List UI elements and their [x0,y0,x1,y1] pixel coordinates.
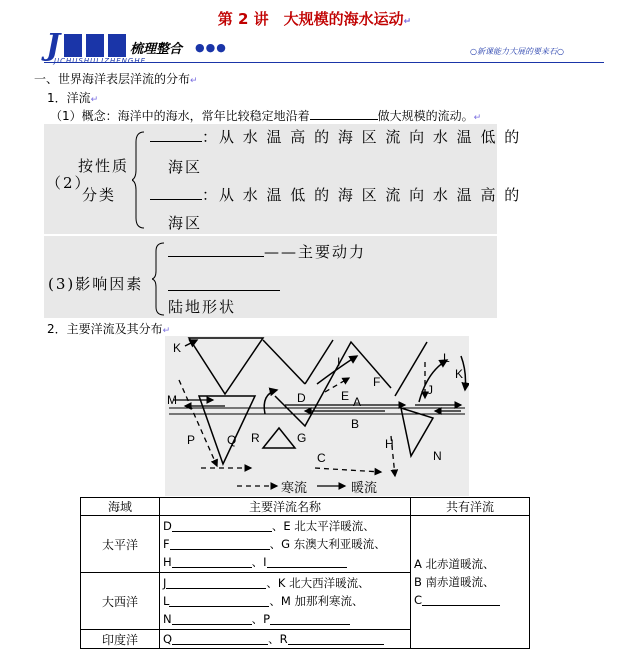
q2-line1: 按性质 [78,157,130,175]
current-label: H [385,437,394,451]
current-label: R [251,431,260,445]
shared-line: A 北赤道暖流、 [414,557,495,571]
landmass-shape [189,338,263,394]
current-label: K [173,341,182,355]
landmass-shape [401,408,433,456]
list-item: D 、E 北太平洋暖流、 [163,519,375,533]
banner-block [86,34,104,57]
brace-icon [132,130,146,230]
shared-line: C [414,591,526,609]
list-item: Q 、R [163,630,407,648]
pacific-currents [160,516,411,573]
current-label: N [433,449,442,463]
list-item: N 、P [163,610,407,628]
ocean-pacific: 太平洋 [81,516,160,573]
current-label: A [353,395,362,409]
list-item: J 、K 北大西洋暖流、 [163,576,370,590]
section1-heading: 一、世界海洋表层洋流的分布↵ [34,72,198,86]
banner-pinyin: JICHUSHULIZHENGHE [54,57,147,65]
atlantic-currents [160,573,411,630]
warm-current-definition: ：从 水 温 高 的 海 区 流 向 水 温 低 的 [150,126,521,147]
current-label: J [427,383,433,397]
current-label: D [297,391,306,405]
q3-label: (3)影响因素 [48,275,144,293]
main-force-line: ——主要动力 [168,241,366,262]
indian-currents [160,630,411,649]
current-label: E [341,389,350,403]
current-label: P [187,433,196,447]
concept-line: （1）概念：海洋中的海水，常年比较稳定地沿着 做大规模的流动。↵ [50,109,482,123]
cold-current-definition: ：从 水 温 低 的 海 区 流 向 水 温 高 的 [150,184,521,205]
list-item: L 、M 加那利寒流、 [163,594,364,608]
brace-icon [152,241,166,317]
q2-label: （2） [46,174,92,192]
ocean-indian: 印度洋 [81,630,160,649]
ocean-atlantic: 大西洋 [81,573,160,630]
landmass-shape [263,428,295,448]
current-label: I [337,355,341,369]
current-label: Q [227,433,237,447]
current-label: G [297,431,307,445]
current-map-svg [165,336,469,496]
q2-line2: 分类 [82,186,117,204]
banner-dots: ●●● [195,41,227,54]
current-label: L [443,351,450,365]
header-shared: 共有洋流 [411,498,530,516]
warm-current-cont: 海区 [168,158,203,176]
shared-currents [411,516,530,649]
current-label: B [351,417,360,431]
land-shape: 陆地形状 [168,298,237,316]
banner-motto: ○新课能力大展的要来石○ [470,47,564,56]
ocean-current-diagram [165,336,469,496]
list-item: H 、I [163,553,407,571]
current-label: K [455,367,464,381]
header-current-names: 主要洋流名称 [160,498,411,516]
page-title: 第 2 讲 大规模的海水运动↵ [217,10,412,28]
banner-block [108,34,126,57]
cold-current-cont: 海区 [168,214,203,232]
shared-line: B 南赤道暖流、 [414,575,495,589]
current-label: M [167,393,177,407]
legend-warm: 暖流 [351,480,378,495]
ocean-currents-table [80,497,530,649]
section2-heading: 2．主要洋流及其分布↵ [47,322,171,336]
banner-heading: 梳理整合 [130,42,183,57]
banner-block [64,34,82,57]
legend-cold: 寒流 [281,480,308,495]
current-label: F [373,375,381,389]
blank-line [168,290,280,291]
item1-heading: 1．洋流↵ [47,91,99,105]
header-ocean: 海域 [81,498,160,516]
list-item: F 、G 东澳大利亚暖流、 [163,537,386,551]
banner-rule [44,62,604,63]
banner-letter: J [46,28,61,63]
current-label: C [317,451,326,465]
